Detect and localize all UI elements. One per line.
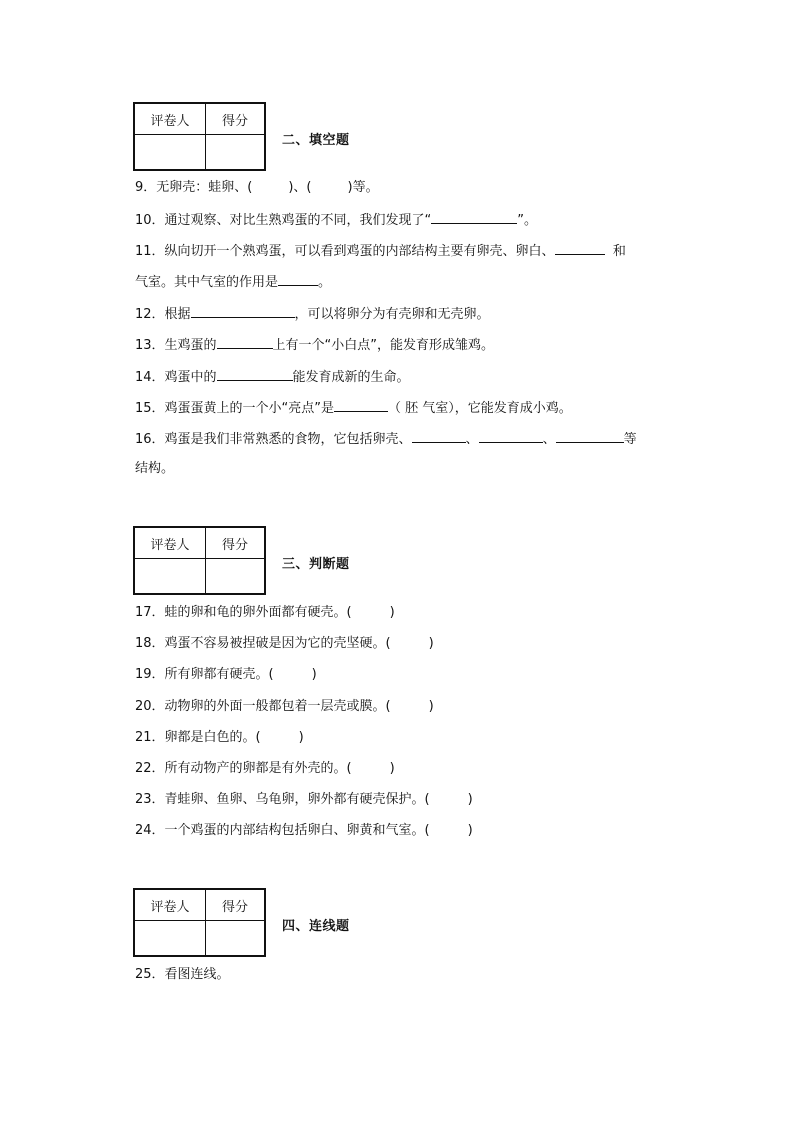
- score-cell[interactable]: [206, 135, 266, 171]
- question-19: 19．所有卵都有硬壳。( ): [135, 667, 317, 682]
- answer-blank[interactable]: [412, 429, 466, 443]
- reviewer-cell[interactable]: [134, 921, 206, 957]
- question-21: 21．卵都是白色的。( ): [135, 730, 304, 745]
- section-title-judge: 三、判断题: [282, 557, 350, 572]
- answer-blank[interactable]: [479, 429, 543, 443]
- section-title-match: 四、连线题: [282, 919, 350, 934]
- question-24: 24．一个鸡蛋的内部结构包括卵白、卵黄和气室。( ): [135, 823, 473, 838]
- question-12: 12．根据 ，可以将卵分为有壳卵和无壳卵。: [135, 304, 490, 324]
- score-table-section-2: [133, 102, 266, 171]
- question-17: 17．蛙的卵和龟的卵外面都有硬壳。( ): [135, 605, 395, 620]
- score-table-section-3: [133, 526, 266, 595]
- score-table-section-4: [133, 888, 266, 957]
- answer-blank[interactable]: [217, 367, 293, 381]
- question-23: 23．青蛙卵、鱼卵、乌龟卵，卵外都有硬壳保护。( ): [135, 792, 473, 807]
- question-20: 20．动物卵的外面一般都包着一层壳或膜。( ): [135, 699, 434, 714]
- section-title-fill: 二、填空题: [282, 133, 350, 148]
- question-25: 25．看图连线。: [135, 967, 230, 982]
- answer-blank[interactable]: [278, 272, 318, 286]
- answer-blank[interactable]: [556, 429, 624, 443]
- answer-blank[interactable]: [334, 398, 388, 412]
- score-header: 得分: [206, 889, 266, 921]
- answer-blank[interactable]: [217, 335, 273, 349]
- question-10: 10．通过观察、对比生熟鸡蛋的不同，我们发现了“ ”。: [135, 210, 537, 230]
- question-16: 16．鸡蛋是我们非常熟悉的食物，它包括卵壳、 、 、 等: [135, 429, 637, 449]
- question-11-line2: 气室。其中气室的作用是 。: [135, 272, 331, 292]
- reviewer-header: 评卷人: [134, 527, 206, 559]
- question-18: 18．鸡蛋不容易被捏破是因为它的壳坚硬。( ): [135, 636, 434, 651]
- reviewer-header: 评卷人: [134, 103, 206, 135]
- question-22: 22．所有动物产的卵都是有外壳的。( ): [135, 761, 395, 776]
- score-cell[interactable]: [206, 559, 266, 595]
- question-14: 14．鸡蛋中的 能发育成新的生命。: [135, 367, 410, 387]
- score-header: 得分: [206, 527, 266, 559]
- reviewer-cell[interactable]: [134, 559, 206, 595]
- answer-blank[interactable]: [431, 210, 517, 224]
- question-9: 9．无卵壳：蛙卵、( )、( )等。: [135, 180, 379, 195]
- reviewer-header: 评卷人: [134, 889, 206, 921]
- answer-blank[interactable]: [191, 304, 295, 318]
- question-15: 15．鸡蛋蛋黄上的一个小“亮点”是 （ 胚 气室），它能发育成小鸡。: [135, 398, 572, 418]
- question-13: 13．生鸡蛋的 上有一个“小白点”，能发育形成雏鸡。: [135, 335, 494, 355]
- score-header: 得分: [206, 103, 266, 135]
- question-16-line2: 结构。: [135, 461, 175, 476]
- question-11: 11．纵向切开一个熟鸡蛋，可以看到鸡蛋的内部结构主要有卵壳、卵白、 和: [135, 241, 626, 261]
- reviewer-cell[interactable]: [134, 135, 206, 171]
- answer-blank[interactable]: [555, 241, 605, 255]
- score-cell[interactable]: [206, 921, 266, 957]
